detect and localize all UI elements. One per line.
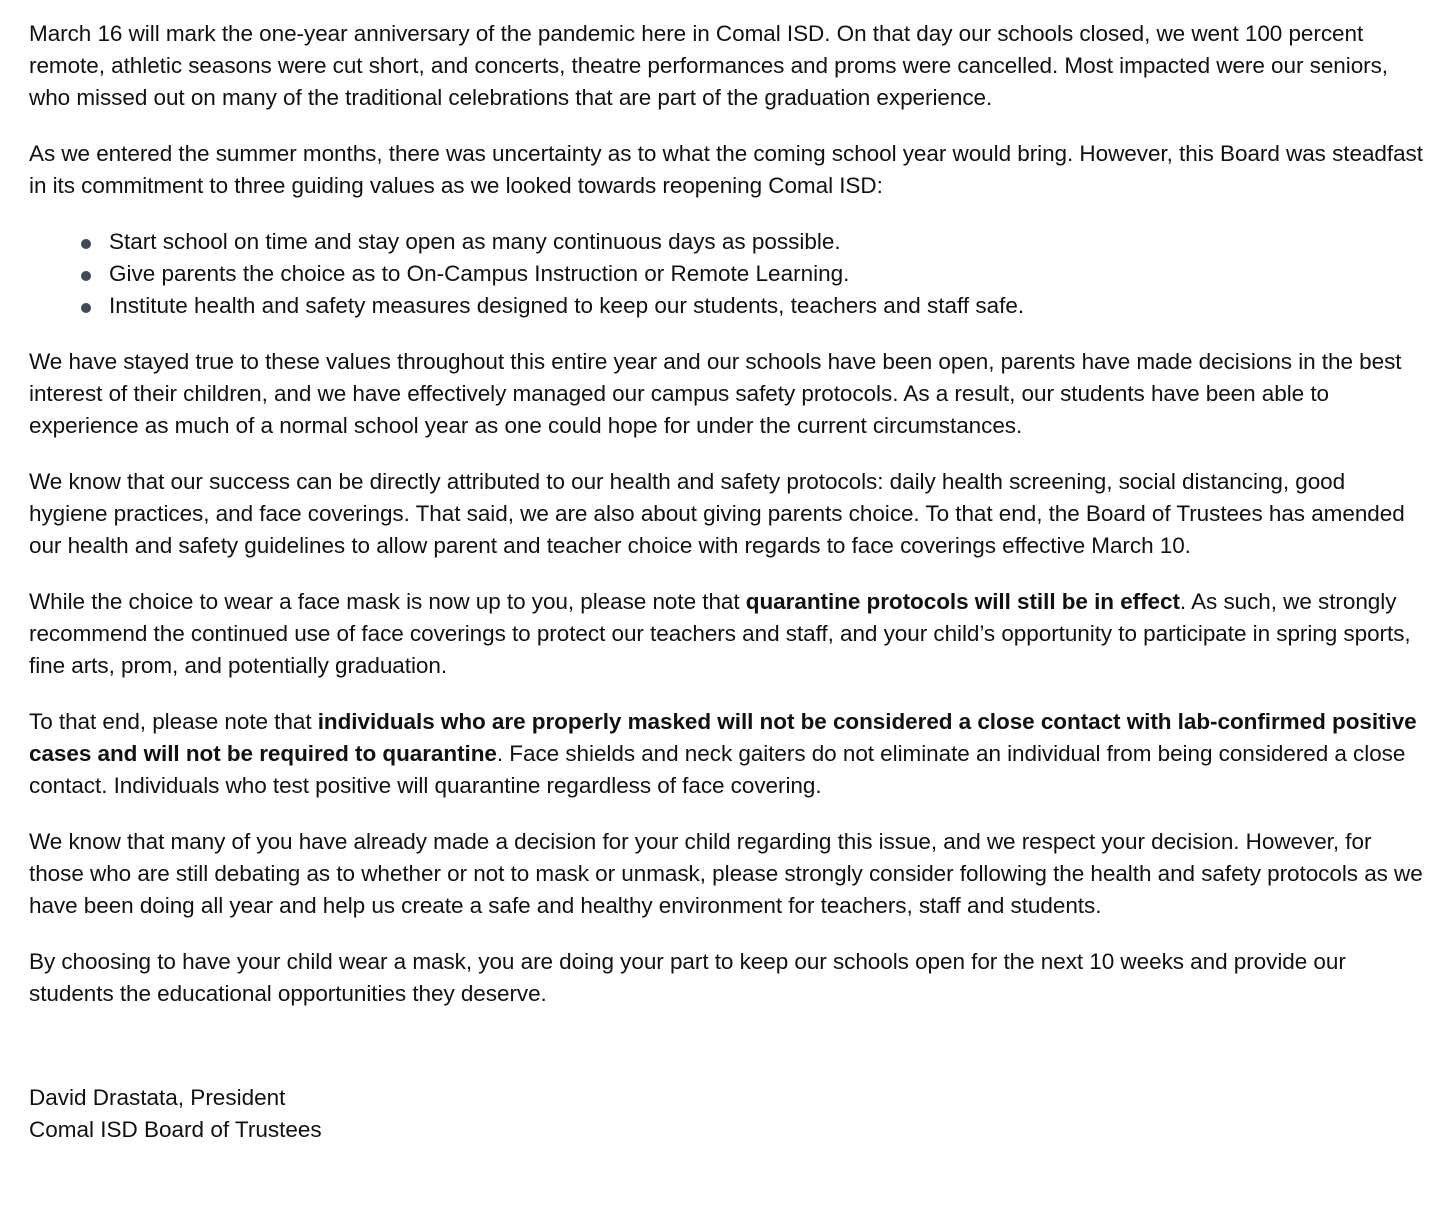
- list-item: Start school on time and stay open as many continuous days as possible.: [109, 226, 1424, 258]
- signature-block: [29, 1082, 1424, 1146]
- guiding-values-list: [29, 226, 1424, 322]
- signature-organization: Comal ISD Board of Trustees: [29, 1117, 322, 1142]
- signature-name: David Drastata, President: [29, 1085, 286, 1110]
- list-item: Institute health and safety measures designed to keep our students, teachers and staff safe.: [109, 290, 1424, 322]
- paragraph-guiding-values-intro: As we entered the summer months, there was uncertainty as to what the coming school year would bring. However, this Board was steadfast in its commitment to three guiding values as we looked towards reopening Comal ISD:: [29, 141, 1423, 198]
- close-contact-text-end: . Face shields and neck gaiters do not eliminate an individual from being considered a close contact. Individuals who test positive will quarantine regardless of face covering.: [29, 741, 1406, 798]
- list-item: Give parents the choice as to On-Campus Instruction or Remote Learning.: [109, 258, 1424, 290]
- quarantine-notice: quarantine protocols will still be in effect: [745, 589, 1180, 614]
- letter-body: [29, 18, 1424, 1146]
- close-contact-notice: individuals who are properly masked will not be considered a close contact with lab-confirmed positive cases and will not be required to quarantine: [29, 709, 1417, 766]
- paragraph-decision: We know that many of you have already made a decision for your child regarding this issue, and we respect your decision. However, for those who are still debating as to whether or not to mask or unmask, please strongly consider following the health and safety protocols as we have been doing all year and help us create a safe and healthy environment for teachers, staff and students.: [29, 829, 1423, 918]
- mask-choice-text-start: While the choice to wear a face mask is now up to you, please note that: [29, 589, 746, 614]
- close-contact-text-start: To that end, please note that: [29, 709, 318, 734]
- paragraph-protocols: We know that our success can be directly attributed to our health and safety protocols: daily health screening, social distancing, good hygiene practices, and face coverings. That said, we are also about giving parents choice. To that end, the Board of Trustees has amended our health and safety guidelines to allow parent and teacher choice with regards to face coverings effective March 10.: [29, 469, 1405, 558]
- paragraph-anniversary: March 16 will mark the one-year anniversary of the pandemic here in Comal ISD. On that day our schools closed, we went 100 percent remote, athletic seasons were cut short, and concerts, theatre performances and proms were cancelled. Most impacted were our seniors, who missed out on many of the traditional celebrations that are part of the graduation experience.: [29, 21, 1388, 110]
- paragraph-closing: By choosing to have your child wear a mask, you are doing your part to keep our schools open for the next 10 weeks and provide our students the educational opportunities they deserve.: [29, 949, 1346, 1006]
- paragraph-values-kept: We have stayed true to these values throughout this entire year and our schools have been open, parents have made decisions in the best interest of their children, and we have effectively managed our campus safety protocols. As a result, our students have been able to experience as much of a normal school year as one could hope for under the current circumstances.: [29, 349, 1402, 438]
- mask-choice-text-end: . As such, we strongly recommend the continued use of face coverings to protect our teachers and staff, and your child’s opportunity to participate in spring sports, fine arts, prom, and potentially graduation.: [29, 589, 1411, 678]
- paragraph-close-contact: [29, 706, 1424, 802]
- paragraph-mask-choice: [29, 586, 1424, 682]
